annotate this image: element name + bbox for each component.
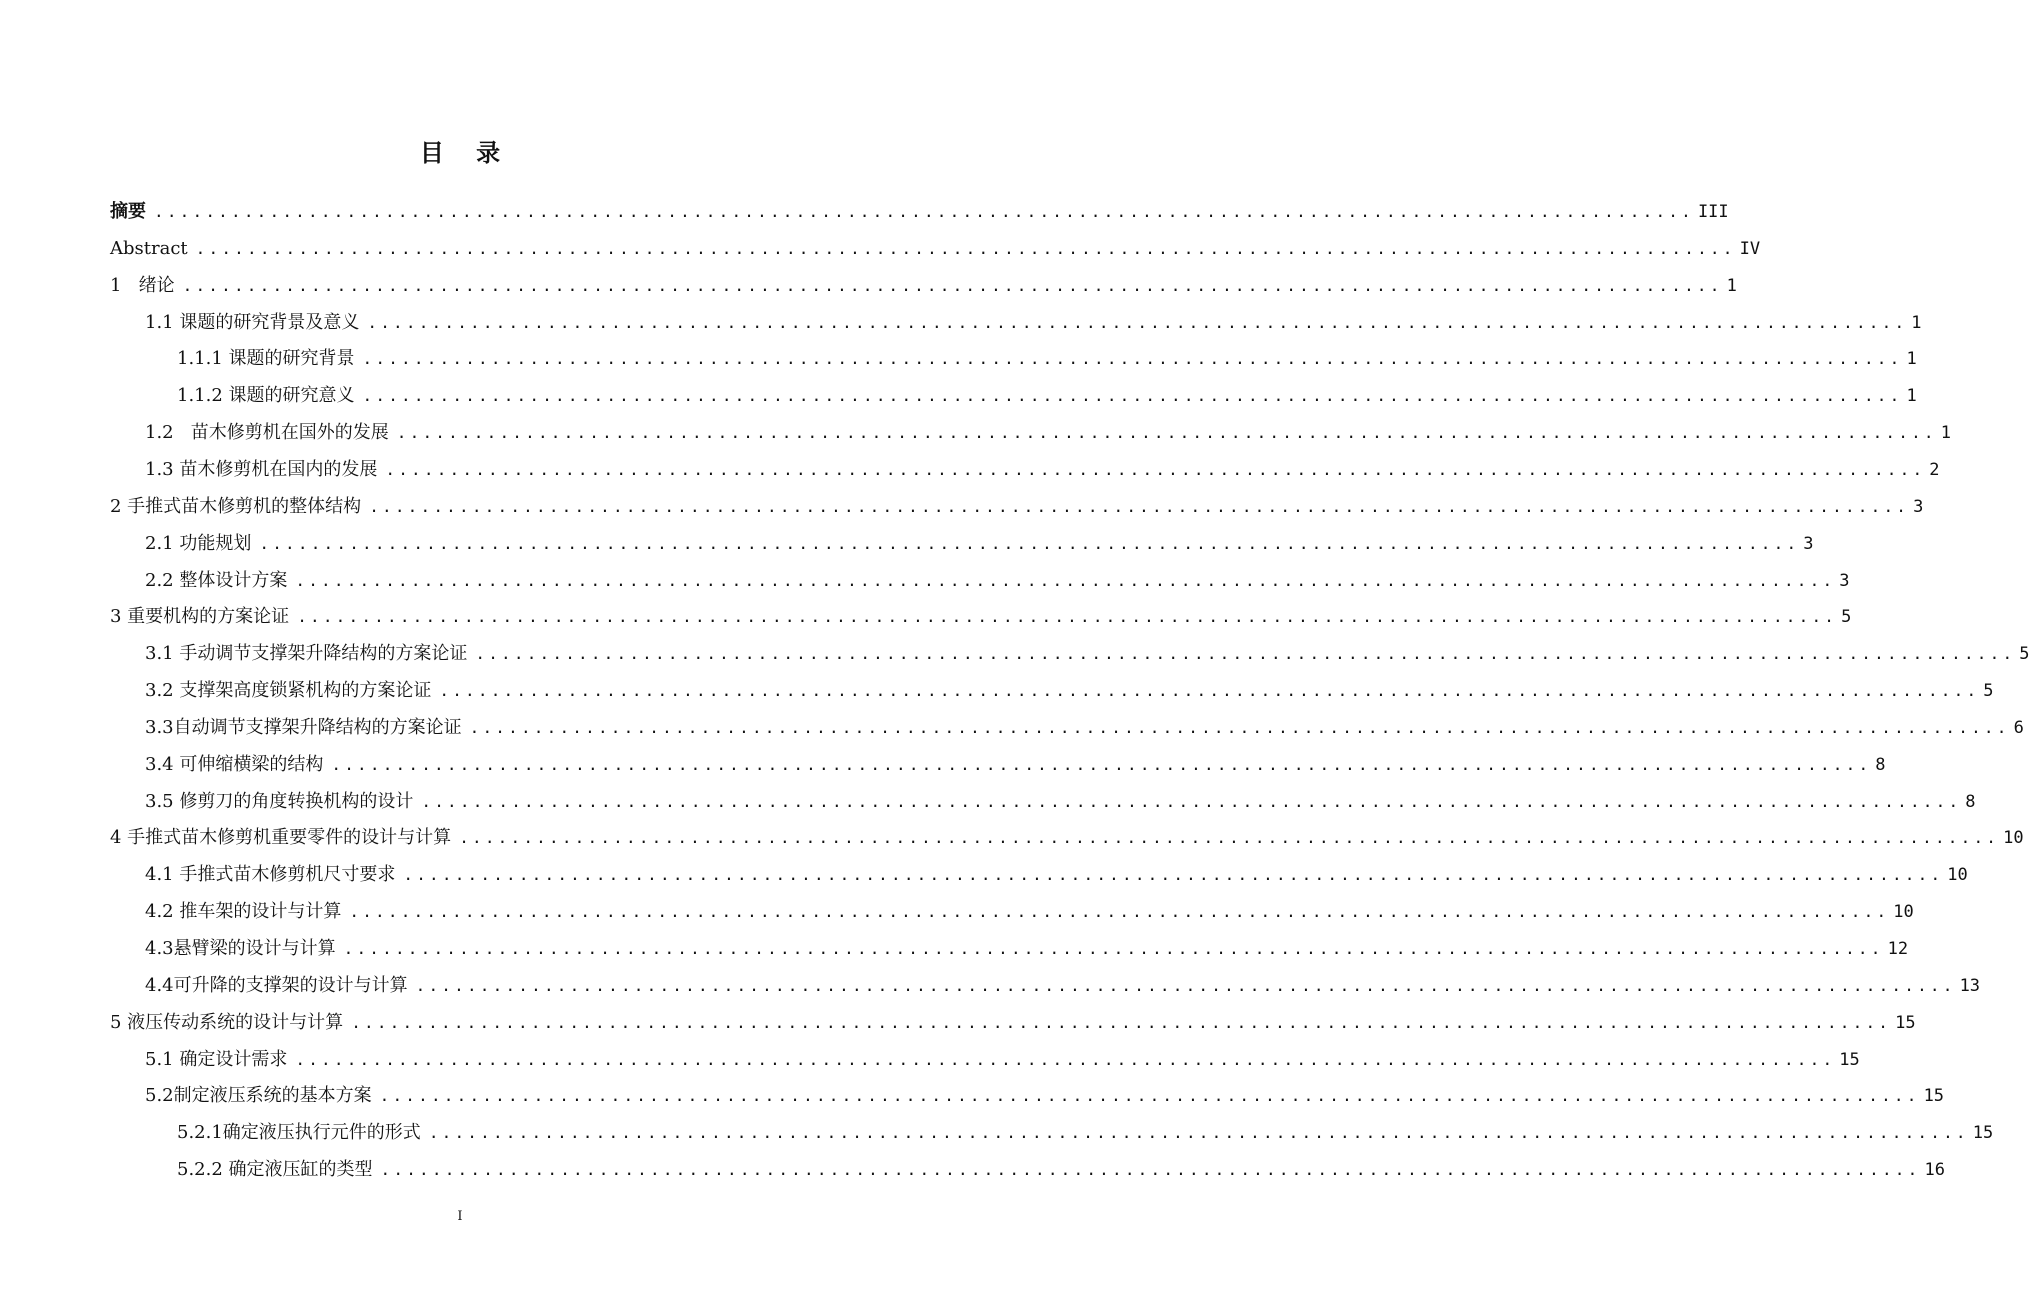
toc-entry-label: 5 液压传动系统的设计与计算: [110, 1012, 344, 1033]
toc-entry-label: 3.2 支撑架高度锁紧机构的方案论证: [145, 680, 432, 701]
toc-entry-page: 1: [1940, 423, 1951, 443]
toc-entry[interactable]: [177, 382, 1917, 410]
toc-dot-leader: ........................................................................................................................: [351, 1013, 1892, 1032]
toc-entry[interactable]: [110, 493, 1924, 521]
toc-entry[interactable]: [145, 788, 1976, 816]
toc-entry-page: 1: [1726, 276, 1737, 296]
toc-entry[interactable]: [145, 677, 1994, 705]
toc-entry[interactable]: [145, 530, 1814, 558]
toc-entry-label: 4.2 推车架的设计与计算: [145, 901, 342, 922]
toc-entry[interactable]: [145, 309, 1922, 337]
toc-entry-label: 2 手推式苗木修剪机的整体结构: [110, 496, 362, 517]
toc-dot-leader: ........................................................................................................................: [367, 313, 1908, 332]
toc-entry-label: 3 重要机构的方案论证: [110, 606, 290, 627]
toc-dot-leader: ........................................................................................................................: [475, 644, 2016, 663]
toc-entry-page: 1: [1911, 313, 1922, 333]
toc-entry-label: 5.2.1确定液压执行元件的形式: [177, 1122, 421, 1143]
toc-entry[interactable]: [145, 1082, 1945, 1110]
toc-dot-leader: ........................................................................................................................: [421, 792, 1962, 811]
toc-entry[interactable]: [110, 1009, 1916, 1037]
toc-entry-page: 8: [1965, 792, 1976, 812]
toc-dot-leader: ........................................................................................................................: [415, 976, 1956, 995]
toc-entry-page: 3: [1913, 497, 1924, 517]
toc-entry-page: 2: [1929, 460, 1940, 480]
toc-entry-label: 3.3自动调节支撑架升降结构的方案论证: [145, 717, 462, 738]
toc-dot-leader: ........................................................................................................................: [403, 865, 1944, 884]
toc-entry[interactable]: [145, 640, 2030, 668]
toc-entry-page: 5: [2019, 644, 2030, 664]
toc-entry-label: 摘要: [110, 201, 146, 222]
toc-dot-leader: ........................................................................................................................: [362, 386, 1903, 405]
toc-entry-label: 2.2 整体设计方案: [145, 570, 288, 591]
page-title: 目 录: [419, 139, 513, 167]
toc-entry-page: 10: [1893, 902, 1914, 922]
toc-dot-leader: ........................................................................................................................: [362, 349, 1903, 368]
toc-entry-label: 1.1.1 课题的研究背景: [177, 348, 355, 369]
toc-dot-leader: ........................................................................................................................: [469, 718, 2010, 737]
toc-entry-label: 1.1 课题的研究背景及意义: [145, 312, 360, 333]
toc-entry-page: 1: [1906, 386, 1917, 406]
toc-entry-page: 12: [1887, 939, 1909, 959]
toc-entry[interactable]: [145, 714, 2024, 742]
toc-entry[interactable]: [177, 1119, 1994, 1147]
toc-dot-leader: ........................................................................................................................: [369, 497, 1910, 516]
toc-entry[interactable]: [145, 419, 1951, 447]
toc-entry[interactable]: [145, 861, 1968, 889]
toc-entry[interactable]: [145, 935, 1909, 963]
toc-entry-page: 10: [1947, 865, 1968, 885]
toc-dot-leader: ........................................................................................................................: [396, 423, 1937, 442]
toc-entry-label: 5.2.2 确定液压缸的类型: [177, 1159, 373, 1180]
toc-dot-leader: ........................................................................................................................: [428, 1123, 1969, 1142]
toc-entry-page: 15: [1923, 1086, 1945, 1106]
toc-dot-leader: ........................................................................................................................: [380, 1160, 1921, 1179]
toc-entry-page: 3: [1803, 534, 1814, 554]
toc-dot-leader: ........................................................................................................................: [297, 607, 1838, 626]
toc-dot-leader: ........................................................................................................................: [182, 276, 1723, 295]
toc-dot-leader: ........................................................................................................................: [379, 1086, 1920, 1105]
toc-entry-page: 16: [1924, 1160, 1945, 1180]
toc-entry[interactable]: [145, 1046, 1860, 1074]
toc-dot-leader: ........................................................................................................................: [349, 902, 1890, 921]
toc-entry-label: 3.4 可伸缩横梁的结构: [145, 754, 324, 775]
toc-entry-page: 8: [1875, 755, 1886, 775]
toc-entry[interactable]: [110, 235, 1761, 263]
toc-dot-leader: ........................................................................................................................: [154, 202, 1694, 221]
toc-entry-label: 1.1.2 课题的研究意义: [177, 385, 355, 406]
toc-entry-label: 4 手推式苗木修剪机重要零件的设计与计算: [110, 827, 452, 848]
toc-entry-label: 1.2 苗木修剪机在国外的发展: [145, 422, 389, 443]
toc-entry[interactable]: [145, 456, 1940, 484]
toc-entry[interactable]: [110, 603, 1852, 631]
toc-entry-page: 5: [1983, 681, 1994, 701]
toc-dot-leader: ........................................................................................................................: [259, 534, 1800, 553]
toc-entry-page: 13: [1959, 976, 1981, 996]
toc-entry-label: 3.5 修剪刀的角度转换机构的设计: [145, 791, 414, 812]
toc-entry[interactable]: [110, 272, 1737, 300]
toc-dot-leader: ........................................................................................................................: [295, 1050, 1836, 1069]
toc-entry-label: 5.2制定液压系统的基本方案: [145, 1085, 372, 1106]
toc-entry[interactable]: [145, 972, 1981, 1000]
toc-entry-page: 5: [1841, 607, 1852, 627]
toc-entry[interactable]: [145, 751, 1886, 779]
toc-dot-leader: ........................................................................................................................: [331, 755, 1872, 774]
toc-entry[interactable]: [110, 198, 1729, 226]
toc-entry[interactable]: [145, 898, 1914, 926]
toc-dot-leader: ........................................................................................................................: [195, 239, 1736, 258]
toc-entry[interactable]: [110, 824, 2024, 852]
page-number: I: [457, 1209, 463, 1224]
toc-entry[interactable]: [177, 345, 1917, 373]
toc-entry-page: 10: [2003, 828, 2024, 848]
toc-entry-label: 2.1 功能规划: [145, 533, 252, 554]
toc-entry-label: 3.1 手动调节支撑架升降结构的方案论证: [145, 643, 468, 664]
toc-entry-label: 1 绪论: [110, 275, 175, 296]
toc-entry-label: 4.4可升降的支撑架的设计与计算: [145, 975, 408, 996]
toc-entry-label: 5.1 确定设计需求: [145, 1049, 288, 1070]
toc-entry-label: 4.3悬臂梁的设计与计算: [145, 938, 336, 959]
toc-entry[interactable]: [145, 567, 1850, 595]
toc-entry-page: 15: [1895, 1013, 1916, 1033]
toc-entry-label: 1.3 苗木修剪机在国内的发展: [145, 459, 378, 480]
toc-entry-page: 15: [1839, 1050, 1860, 1070]
toc-entry-page: IV: [1739, 239, 1761, 259]
toc-entry-page: 3: [1839, 571, 1850, 591]
toc-dot-leader: ........................................................................................................................: [385, 460, 1926, 479]
toc-entry-label: 4.1 手推式苗木修剪机尺寸要求: [145, 864, 396, 885]
toc-dot-leader: ........................................................................................................................: [439, 681, 1980, 700]
toc-entry-page: 15: [1972, 1123, 1994, 1143]
toc-dot-leader: ........................................................................................................................: [295, 571, 1836, 590]
toc-entry-label: Abstract: [110, 238, 188, 259]
toc-dot-leader: ........................................................................................................................: [343, 939, 1884, 958]
toc-entry-page: 1: [1906, 349, 1917, 369]
toc-dot-leader: ........................................................................................................................: [459, 828, 2000, 847]
toc-entry[interactable]: [177, 1156, 1945, 1184]
toc-entry-page: 6: [2013, 718, 2024, 738]
toc-entry-page: III: [1697, 202, 1729, 222]
